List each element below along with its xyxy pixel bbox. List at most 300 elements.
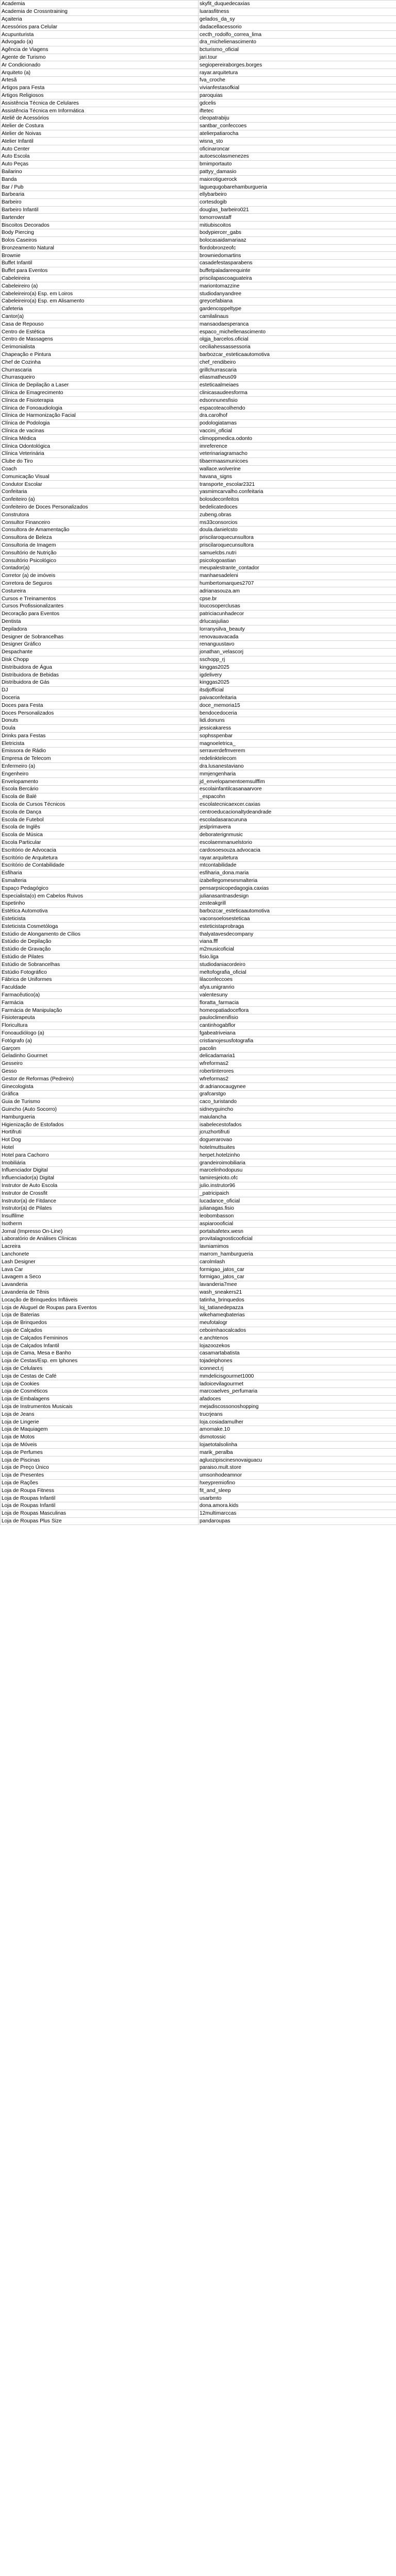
category-cell[interactable]: Assistência Técnica em Informática (1, 107, 199, 115)
account-cell[interactable]: gdcelis (199, 99, 396, 107)
category-cell[interactable]: Chef de Cozinha (1, 359, 199, 366)
account-cell[interactable]: marcoaelves_perfumaria (199, 1388, 396, 1396)
account-cell[interactable]: izabellegomesesmalteria (199, 877, 396, 885)
category-cell[interactable]: Clínica de Fisioterapia (1, 397, 199, 404)
account-cell[interactable]: douglas_barbeiro021 (199, 206, 396, 214)
account-cell[interactable]: ceciliahessassessoria (199, 343, 396, 351)
account-cell[interactable]: hxeypremiofino (199, 1479, 396, 1487)
account-cell[interactable]: redelinktelecom (199, 755, 396, 762)
category-cell[interactable]: Clube do Tiro (1, 457, 199, 465)
category-cell[interactable]: Loja de Preço Único (1, 1464, 199, 1472)
category-cell[interactable]: Ginecologista (1, 1083, 199, 1091)
category-cell[interactable]: Guia de Turismo (1, 1098, 199, 1106)
account-cell[interactable]: julianasantnasdesign (199, 892, 396, 900)
account-cell[interactable]: escoladasaracuruna (199, 816, 396, 824)
category-cell[interactable]: Cantor(a) (1, 313, 199, 320)
account-cell[interactable]: isabelecestofados (199, 1121, 396, 1129)
account-cell[interactable]: bcturismo_oficial (199, 46, 396, 54)
category-cell[interactable]: Hortifruti (1, 1128, 199, 1136)
category-cell[interactable]: Especialista(o) em Cabelos Ruivos (1, 892, 199, 900)
category-cell[interactable]: Confeitaria (1, 488, 199, 496)
category-cell[interactable]: Barbeiro Infantil (1, 206, 199, 214)
category-cell[interactable]: Construtora (1, 511, 199, 519)
account-cell[interactable]: cleopatrabiju (199, 114, 396, 122)
account-cell[interactable]: podologiatamas (199, 419, 396, 427)
account-cell[interactable]: fva_croche (199, 76, 396, 84)
category-cell[interactable]: Artigos Religiosos (1, 92, 199, 99)
account-cell[interactable]: leobombasson (199, 1212, 396, 1220)
category-cell[interactable]: Advogado (a) (1, 38, 199, 46)
account-cell[interactable]: gelados_da_sy (199, 15, 396, 23)
category-cell[interactable]: Clínica Odontológica (1, 443, 199, 450)
category-cell[interactable]: Escola de Cursos Técnicos (1, 801, 199, 808)
account-cell[interactable]: tibaermaasmunicoes (199, 457, 396, 465)
account-cell[interactable]: pattyy_damasio (199, 168, 396, 176)
category-cell[interactable]: Cabeleireiro (a) (1, 282, 199, 290)
category-cell[interactable]: Hotel (1, 1144, 199, 1151)
account-cell[interactable]: camilalinaus (199, 313, 396, 320)
account-cell[interactable]: fisio.liga (199, 953, 396, 961)
account-cell[interactable]: formigao_jatos_car (199, 1266, 396, 1274)
account-cell[interactable]: priscilaroquecunsultora (199, 541, 396, 549)
category-cell[interactable]: Loja de Motos (1, 1433, 199, 1441)
account-cell[interactable]: loja.cosiadamulher (199, 1418, 396, 1426)
category-cell[interactable]: Gráfica (1, 1090, 199, 1098)
category-cell[interactable]: Imobiliária (1, 1159, 199, 1167)
category-cell[interactable]: Loja de Calçados Infantil (1, 1342, 199, 1350)
category-cell[interactable]: Dentista (1, 618, 199, 625)
category-cell[interactable]: Loja de Brinquedos (1, 1319, 199, 1327)
account-cell[interactable]: adrianasouza.am (199, 587, 396, 595)
account-cell[interactable]: luarasfitness (199, 8, 396, 15)
category-cell[interactable]: Insulfilme (1, 1212, 199, 1220)
category-cell[interactable]: Emissora de Rádio (1, 748, 199, 755)
category-cell[interactable]: Escritório de Arquitetura (1, 854, 199, 862)
account-cell[interactable]: meufotalogr (199, 1319, 396, 1327)
account-cell[interactable]: patriciacunhadecor (199, 610, 396, 618)
account-cell[interactable]: portalsafetex.wesn (199, 1228, 396, 1235)
category-cell[interactable]: Loja de Embalagens (1, 1395, 199, 1403)
account-cell[interactable]: dadacellacessorio (199, 23, 396, 31)
account-cell[interactable]: paivaconfeitaria (199, 694, 396, 702)
account-cell[interactable]: amomake.10 (199, 1426, 396, 1434)
category-cell[interactable]: Loja de Lingerie (1, 1418, 199, 1426)
category-cell[interactable]: Depiladora (1, 625, 199, 633)
account-cell[interactable]: psicologoastian (199, 557, 396, 565)
category-cell[interactable]: Hotel para Cachorro (1, 1151, 199, 1159)
account-cell[interactable]: ceboimhaocalcados (199, 1327, 396, 1334)
category-cell[interactable]: Cursos e Treinamentos (1, 595, 199, 603)
account-cell[interactable]: carolmlash (199, 1258, 396, 1266)
account-cell[interactable]: julianagas.fisio (199, 1205, 396, 1212)
category-cell[interactable]: Consultora de Beleza (1, 534, 199, 541)
account-cell[interactable]: pandaroupas (199, 1517, 396, 1525)
category-cell[interactable]: Distribuidora de Gás (1, 679, 199, 686)
account-cell[interactable]: iconnect.rj (199, 1365, 396, 1372)
category-cell[interactable]: Estúdio Fotográfico (1, 969, 199, 976)
category-cell[interactable]: Ateliê de Acessórios (1, 114, 199, 122)
account-cell[interactable]: barbozcar_esteticaautomotiva (199, 907, 396, 915)
account-cell[interactable]: wash_sneakers21 (199, 1289, 396, 1296)
account-cell[interactable]: mtcontabilidade (199, 862, 396, 870)
account-cell[interactable]: hotelmuttsuites (199, 1144, 396, 1151)
account-cell[interactable]: clinicasaudeesforma (199, 389, 396, 397)
account-cell[interactable]: jessicakaress (199, 724, 396, 732)
account-cell[interactable]: climoppmedica.odonto (199, 435, 396, 443)
account-cell[interactable]: jari.tour (199, 54, 396, 61)
account-cell[interactable]: caco_turistando (199, 1098, 396, 1106)
category-cell[interactable]: Jornal (Impresso On-Line) (1, 1228, 199, 1235)
account-cell[interactable]: jeslprimavera (199, 824, 396, 832)
account-cell[interactable]: vivianfestasofkial (199, 84, 396, 92)
category-cell[interactable]: Loja de Piscinas (1, 1456, 199, 1464)
account-cell[interactable]: mmjengenharia (199, 770, 396, 778)
account-cell[interactable]: ellybarbeiro (199, 191, 396, 198)
category-cell[interactable]: Lavanderia de Tênis (1, 1289, 199, 1296)
account-cell[interactable]: loucosoperclusas (199, 602, 396, 610)
category-cell[interactable]: Churrasqueiro (1, 374, 199, 382)
account-cell[interactable]: ms33consorcios (199, 519, 396, 527)
account-cell[interactable]: meupalestrante_contador (199, 564, 396, 572)
category-cell[interactable]: Espaço Pedagógico (1, 885, 199, 892)
account-cell[interactable]: segiopereiraborges.borges (199, 61, 396, 69)
category-cell[interactable]: Donuts (1, 717, 199, 724)
account-cell[interactable]: lojaetotalsolinha (199, 1441, 396, 1449)
account-cell[interactable]: lavniamimos (199, 1243, 396, 1250)
category-cell[interactable]: Instrutor(a) de Fitdance (1, 1197, 199, 1205)
account-cell[interactable]: floratta_farmacia (199, 999, 396, 1007)
account-cell[interactable]: thalyatavesdecompany (199, 930, 396, 938)
account-cell[interactable]: drlucasjuliao (199, 618, 396, 625)
account-cell[interactable]: grillchurrascaria (199, 366, 396, 374)
category-cell[interactable]: Loja de Roupas Plus Size (1, 1517, 199, 1525)
category-cell[interactable]: Gesso (1, 1067, 199, 1075)
account-cell[interactable]: veterinariagramacho (199, 450, 396, 458)
account-cell[interactable]: vaccini_oficial (199, 427, 396, 435)
category-cell[interactable]: Confeiteiro (a) (1, 496, 199, 503)
account-cell[interactable]: rayar.arquitetura (199, 69, 396, 77)
category-cell[interactable]: Loja de Presentes (1, 1471, 199, 1479)
category-cell[interactable]: Bolos Caseiros (1, 236, 199, 244)
account-cell[interactable]: pacolin (199, 1045, 396, 1053)
category-cell[interactable]: Loja de Perfumes (1, 1449, 199, 1456)
account-cell[interactable]: studiodanyandree (199, 290, 396, 298)
account-cell[interactable]: bedelicatedoces (199, 503, 396, 511)
account-cell[interactable]: maiorotiguerock (199, 176, 396, 183)
account-cell[interactable]: provitalagnosticooficial (199, 1235, 396, 1243)
account-cell[interactable]: deboraterignmusic (199, 831, 396, 839)
account-cell[interactable]: grafcarstgo (199, 1090, 396, 1098)
category-cell[interactable]: Doceria (1, 694, 199, 702)
account-cell[interactable]: afadoces (199, 1395, 396, 1403)
category-cell[interactable]: Cabeleireiro(a) Esp. em Loiros (1, 290, 199, 298)
account-cell[interactable]: oficinaroncar (199, 145, 396, 153)
account-cell[interactable]: umsonhodeamnor (199, 1471, 396, 1479)
account-cell[interactable]: meltofografia_oficial (199, 969, 396, 976)
account-cell[interactable]: gardencoppeltype (199, 305, 396, 313)
account-cell[interactable]: dona.amora.kids (199, 1502, 396, 1510)
account-cell[interactable]: afya.unigranrio (199, 984, 396, 991)
category-cell[interactable]: Comunicação Visual (1, 473, 199, 481)
account-cell[interactable]: renovauavacada (199, 633, 396, 641)
category-cell[interactable]: Fábrica de Uniformes (1, 976, 199, 984)
account-cell[interactable]: atelierpatiarocha (199, 130, 396, 138)
account-cell[interactable]: eliasmatheus09 (199, 374, 396, 382)
account-cell[interactable]: yasmimcarvalho.confeitaria (199, 488, 396, 496)
account-cell[interactable]: _patricipaich (199, 1190, 396, 1197)
account-cell[interactable]: paraiso.mult.store (199, 1464, 396, 1472)
category-cell[interactable]: Esteticista (1, 915, 199, 923)
account-cell[interactable]: cardosoesouza.advocacia (199, 846, 396, 854)
category-cell[interactable]: Churrascaria (1, 366, 199, 374)
category-cell[interactable]: Bar / Pub (1, 183, 199, 191)
account-cell[interactable]: renanguustavo (199, 640, 396, 648)
account-cell[interactable]: centroeducacionaltydeandrade (199, 808, 396, 816)
account-cell[interactable]: esteticistaprobraga (199, 923, 396, 930)
category-cell[interactable]: Lava Car (1, 1266, 199, 1274)
account-cell[interactable]: tojadeiphones (199, 1357, 396, 1365)
account-cell[interactable]: delicadamaria1 (199, 1052, 396, 1060)
account-cell[interactable]: trucrjeans (199, 1411, 396, 1418)
category-cell[interactable]: Gesseiro (1, 1060, 199, 1067)
account-cell[interactable]: cantinhogabflor (199, 1022, 396, 1029)
category-cell[interactable]: Doces para Festa (1, 702, 199, 709)
account-cell[interactable]: usarbmto (199, 1495, 396, 1502)
category-cell[interactable]: Buffet para Eventos (1, 267, 199, 275)
category-cell[interactable]: Açaiteria (1, 15, 199, 23)
account-cell[interactable]: homeopatiadoceflora (199, 1007, 396, 1014)
category-cell[interactable]: Loja de Calçados Femininos (1, 1334, 199, 1342)
category-cell[interactable]: Cabeleireira (1, 275, 199, 282)
account-cell[interactable]: aspiaroooficial (199, 1220, 396, 1228)
account-cell[interactable]: jonathan_velascorj (199, 648, 396, 656)
account-cell[interactable]: marrom_hamburgueria (199, 1250, 396, 1258)
account-cell[interactable]: sidneyguincho (199, 1106, 396, 1113)
category-cell[interactable]: Esteticista Cosmetóloga (1, 923, 199, 930)
category-cell[interactable]: Consultoria de Imagem (1, 541, 199, 549)
category-cell[interactable]: Academia de Crossntraining (1, 8, 199, 15)
category-cell[interactable]: Laboratório de Análises Clínicas (1, 1235, 199, 1243)
category-cell[interactable]: Biscoitos Decorados (1, 222, 199, 229)
category-cell[interactable]: Clínica de Podologia (1, 419, 199, 427)
category-cell[interactable]: Floricultura (1, 1022, 199, 1029)
category-cell[interactable]: Brownie (1, 252, 199, 260)
category-cell[interactable]: Consultora de Amamentação (1, 526, 199, 534)
category-cell[interactable]: Loja de Móveis (1, 1441, 199, 1449)
account-cell[interactable]: tamiresjeioto.ofc (199, 1174, 396, 1182)
category-cell[interactable]: Agência de Viagens (1, 46, 199, 54)
category-cell[interactable]: Geladinho Gourmet (1, 1052, 199, 1060)
category-cell[interactable]: Disk Chopp (1, 656, 199, 664)
category-cell[interactable]: Gestor de Reformas (Pedreiro) (1, 1075, 199, 1083)
category-cell[interactable]: Escola de Inglês (1, 824, 199, 832)
category-cell[interactable]: Locação de Brinquedos Infláveis (1, 1296, 199, 1304)
account-cell[interactable]: manhaesadeleni (199, 572, 396, 580)
category-cell[interactable]: Auto Peças (1, 160, 199, 168)
account-cell[interactable]: studiodaniacordeiro (199, 961, 396, 969)
category-cell[interactable]: Cafeteria (1, 305, 199, 313)
category-cell[interactable]: Escritório de Advocacia (1, 846, 199, 854)
category-cell[interactable]: Bronzeamento Natural (1, 244, 199, 252)
account-cell[interactable]: casadefestasparabens (199, 260, 396, 267)
category-cell[interactable]: Loja de Rações (1, 1479, 199, 1487)
account-cell[interactable]: dra_michelienascimento (199, 38, 396, 46)
category-cell[interactable]: Doces Personalizados (1, 709, 199, 717)
account-cell[interactable]: dra.lusanestaviano (199, 762, 396, 770)
category-cell[interactable]: Instrutor(a) de Pilates (1, 1205, 199, 1212)
category-cell[interactable]: Distribuidora de Água (1, 664, 199, 671)
category-cell[interactable]: Confeiteiro de Doces Personalizados (1, 503, 199, 511)
account-cell[interactable]: rayar.arquitetura (199, 854, 396, 862)
account-cell[interactable]: paroquias (199, 92, 396, 99)
account-cell[interactable]: 12multimarccas (199, 1510, 396, 1517)
account-cell[interactable]: vaconsoelosesteticaa (199, 915, 396, 923)
category-cell[interactable]: Atelier Infantil (1, 138, 199, 145)
account-cell[interactable]: kinggas2025 (199, 679, 396, 686)
account-cell[interactable]: cortesdogib (199, 198, 396, 206)
category-cell[interactable]: Barbearia (1, 191, 199, 198)
account-cell[interactable]: lojazoozekos (199, 1342, 396, 1350)
category-cell[interactable]: Farmácia de Manipulação (1, 1007, 199, 1014)
category-cell[interactable]: Ar Condicionado (1, 61, 199, 69)
category-cell[interactable]: Espetinho (1, 900, 199, 908)
account-cell[interactable]: zesteakgrill (199, 900, 396, 908)
category-cell[interactable]: Fonoaudiólogo (a) (1, 1029, 199, 1037)
account-cell[interactable]: herpet.hotelzinho (199, 1151, 396, 1159)
account-cell[interactable]: havana_signs (199, 473, 396, 481)
category-cell[interactable]: Isotherm (1, 1220, 199, 1228)
account-cell[interactable]: serraverdefmverem (199, 748, 396, 755)
account-cell[interactable]: cpse.br (199, 595, 396, 603)
account-cell[interactable]: cecth_rodolfo_correa_lima (199, 31, 396, 39)
account-cell[interactable]: esteticaalmeiaes (199, 381, 396, 389)
category-cell[interactable]: Acupunturista (1, 31, 199, 39)
category-cell[interactable]: Loja de Jeans (1, 1411, 199, 1418)
category-cell[interactable]: Loja de Cookies (1, 1380, 199, 1388)
category-cell[interactable]: Garçom (1, 1045, 199, 1053)
category-cell[interactable]: Loja de Maquiagem (1, 1426, 199, 1434)
category-cell[interactable]: Loja de Roupas Infantil (1, 1495, 199, 1502)
category-cell[interactable]: Despachante (1, 648, 199, 656)
account-cell[interactable]: mansaodaesperanca (199, 320, 396, 328)
category-cell[interactable]: Costureira (1, 587, 199, 595)
account-cell[interactable]: autoescolasmenezes (199, 152, 396, 160)
account-cell[interactable]: lavanderia7mee (199, 1281, 396, 1289)
account-cell[interactable]: lorranysilva_beauty (199, 625, 396, 633)
category-cell[interactable]: Cursos Profissionalizantes (1, 602, 199, 610)
account-cell[interactable]: zubeng.obras (199, 511, 396, 519)
category-cell[interactable]: Escola de Dança (1, 808, 199, 816)
category-cell[interactable]: Consultório de Nutrição (1, 549, 199, 557)
category-cell[interactable]: Hot Dog (1, 1136, 199, 1144)
category-cell[interactable]: Loja de Cosméticos (1, 1388, 199, 1396)
category-cell[interactable]: Higienização de Estofados (1, 1121, 199, 1129)
account-cell[interactable]: loj_tatianedepazza (199, 1304, 396, 1312)
account-cell[interactable]: lidi.donuns (199, 717, 396, 724)
category-cell[interactable]: Loja de Instrumentos Musicais (1, 1403, 199, 1411)
category-cell[interactable]: Atelier de Costura (1, 122, 199, 130)
category-cell[interactable]: Clínica de Depilação a Laser (1, 381, 199, 389)
account-cell[interactable]: espacoteacolhendo (199, 404, 396, 412)
account-cell[interactable]: kinggas2025 (199, 664, 396, 671)
account-cell[interactable]: iftetec (199, 107, 396, 115)
category-cell[interactable]: Arquiteto (a) (1, 69, 199, 77)
category-cell[interactable]: Engenheiro (1, 770, 199, 778)
category-cell[interactable]: Designer Gráfico (1, 640, 199, 648)
category-cell[interactable]: Cabeleireiro(a) Esp. em Alisamento (1, 298, 199, 306)
category-cell[interactable]: Estúdio de Depilação (1, 938, 199, 946)
category-cell[interactable]: Loja de Cestas/Esp. em Iphones (1, 1357, 199, 1365)
category-cell[interactable]: Bartender (1, 214, 199, 222)
category-cell[interactable]: Bailarino (1, 168, 199, 176)
category-cell[interactable]: Distribuidora de Bebidas (1, 671, 199, 679)
account-cell[interactable]: dra.carolhof (199, 412, 396, 420)
account-cell[interactable]: doguerarovao (199, 1136, 396, 1144)
account-cell[interactable]: wikehameqbaterias (199, 1312, 396, 1319)
account-cell[interactable]: wallace.wolverine (199, 465, 396, 473)
category-cell[interactable]: Esfiharia (1, 869, 199, 877)
account-cell[interactable]: escolaemmanuelstorio (199, 839, 396, 846)
account-cell[interactable]: tatinha_brinquedos (199, 1296, 396, 1304)
category-cell[interactable]: Academia (1, 1, 199, 8)
account-cell[interactable]: _espacohn (199, 793, 396, 801)
account-cell[interactable]: wisna_sto (199, 138, 396, 145)
category-cell[interactable]: Loja de Aluguel de Roupas para Eventos (1, 1304, 199, 1312)
account-cell[interactable]: laguequgobarehamburgueria (199, 183, 396, 191)
account-cell[interactable]: marcelinhodopusu (199, 1166, 396, 1174)
account-cell[interactable]: jd_envelopamentoemsulffim (199, 778, 396, 786)
account-cell[interactable]: escolainfantilcasanaarvore (199, 786, 396, 793)
category-cell[interactable]: Body Piercing (1, 229, 199, 236)
account-cell[interactable]: julio.instrutor96 (199, 1182, 396, 1190)
category-cell[interactable]: Farmácia (1, 999, 199, 1007)
category-cell[interactable]: Escola de Balé (1, 793, 199, 801)
category-cell[interactable]: Guincho (Auto Socorro) (1, 1106, 199, 1113)
category-cell[interactable]: Lavanderia (1, 1281, 199, 1289)
category-cell[interactable]: Decoração para Eventos (1, 610, 199, 618)
account-cell[interactable]: transporte_escolar2321 (199, 481, 396, 488)
account-cell[interactable]: dsmotossic (199, 1433, 396, 1441)
category-cell[interactable]: Drinks para Festas (1, 732, 199, 740)
category-cell[interactable]: Faculdade (1, 984, 199, 991)
account-cell[interactable]: fgabeatriveiana (199, 1029, 396, 1037)
account-cell[interactable]: olgja_barcelos.oficial (199, 336, 396, 344)
account-cell[interactable]: fit_and_sleep (199, 1487, 396, 1495)
category-cell[interactable]: Banda (1, 176, 199, 183)
category-cell[interactable]: Auto Escola (1, 152, 199, 160)
account-cell[interactable]: wfreformas2 (199, 1075, 396, 1083)
account-cell[interactable]: marik_peralba (199, 1449, 396, 1456)
account-cell[interactable]: mariontomazzine (199, 282, 396, 290)
account-cell[interactable]: priscilapascoaguateira (199, 275, 396, 282)
account-cell[interactable]: maiulancha (199, 1113, 396, 1121)
category-cell[interactable]: Loja de Calçados (1, 1327, 199, 1334)
category-cell[interactable]: Auto Center (1, 145, 199, 153)
account-cell[interactable]: escolatecnicaexcer.caxias (199, 801, 396, 808)
category-cell[interactable]: Doula (1, 724, 199, 732)
category-cell[interactable]: Clínica de Harmonização Facial (1, 412, 199, 420)
account-cell[interactable]: itsdjofficial (199, 686, 396, 694)
account-cell[interactable]: bolosdeconfeitos (199, 496, 396, 503)
category-cell[interactable]: Clínica Médica (1, 435, 199, 443)
account-cell[interactable]: ladoicevilagourmet (199, 1380, 396, 1388)
category-cell[interactable]: Influenciador Digital (1, 1166, 199, 1174)
category-cell[interactable]: Clínica de vacinas (1, 427, 199, 435)
category-cell[interactable]: Buffet Infantil (1, 260, 199, 267)
category-cell[interactable]: Assistência Técnica de Celulares (1, 99, 199, 107)
category-cell[interactable]: Fotógrafo (a) (1, 1037, 199, 1045)
account-cell[interactable]: doce_memoria15 (199, 702, 396, 709)
